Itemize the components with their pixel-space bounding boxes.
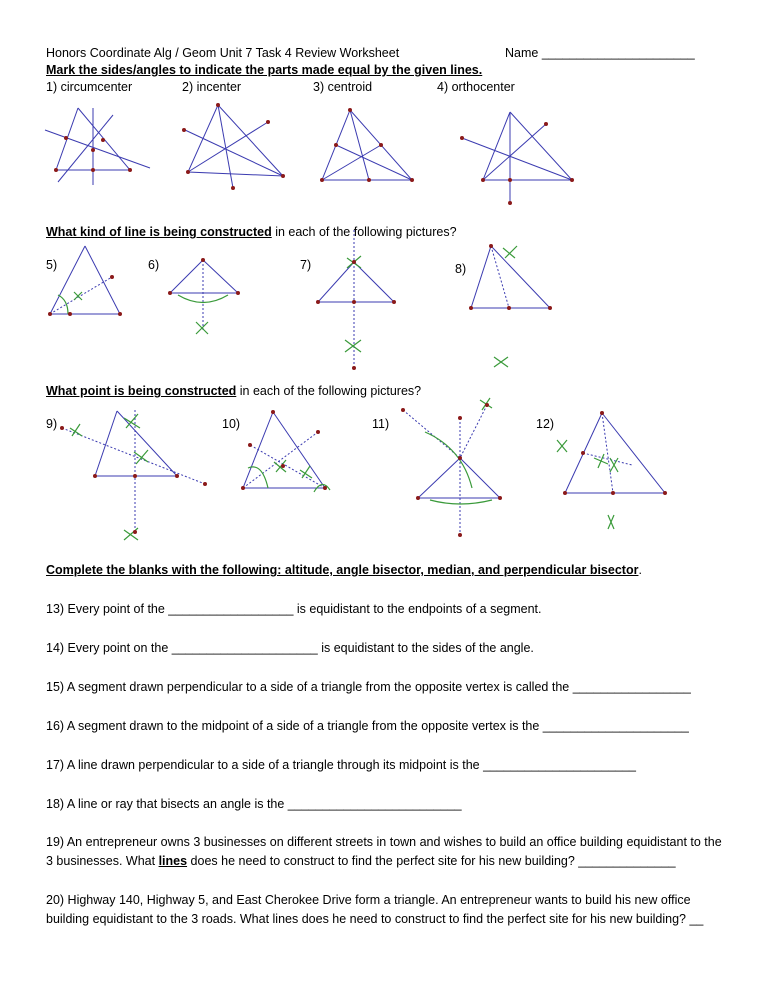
question-19-part-a: 19) An entrepreneur owns 3 businesses on different streets in town and wishes to build an office building equidistant to the 3 businesses. What <box>46 835 722 868</box>
item-12-label: 12) <box>536 417 555 431</box>
figure-12-construction <box>565 413 665 493</box>
item-5-label: 5) <box>46 258 58 272</box>
item-8-label: 8) <box>455 262 467 276</box>
name-field[interactable]: Name ______________________ <box>505 46 695 60</box>
section2-heading-rest: in each of the following pictures? <box>271 225 457 239</box>
question-17: 17) A line drawn perpendicular to a side of a triangle through its midpoint is the ______________________ <box>46 758 637 772</box>
section4-heading <box>46 563 642 577</box>
question-16: 16) A segment drawn to the midpoint of a side of a triangle from the opposite vertex is the _____________________ <box>46 719 689 733</box>
worksheet-title: Honors Coordinate Alg / Geom Unit 7 Task 4 Review Worksheet <box>46 46 400 60</box>
figure-1-circumcenter <box>45 108 150 185</box>
question-19 <box>46 833 726 871</box>
section3-heading <box>46 384 421 398</box>
figure-5-construction <box>50 246 120 314</box>
item-9-label: 9) <box>46 417 58 431</box>
figure-10-construction <box>243 412 325 488</box>
question-14: 14) Every point on the _____________________ is equidistant to the sides of the angle. <box>46 641 534 655</box>
section4-heading-end: . <box>638 563 642 577</box>
section3-heading-bold: What point is being constructed <box>46 384 237 398</box>
item-10-label: 10) <box>222 417 241 431</box>
item-2-label: 2) incenter <box>182 80 242 94</box>
question-13: 13) Every point of the __________________ is equidistant to the endpoints of a segment. <box>46 602 542 616</box>
question-15: 15) A segment drawn perpendicular to a side of a triangle from the opposite vertex is called the _________________ <box>46 680 691 694</box>
figure-2-incenter <box>185 105 283 188</box>
figure-9-construction <box>62 410 205 532</box>
question-18: 18) A line or ray that bisects an angle is the _________________________ <box>46 797 462 811</box>
figure-7-construction <box>318 230 394 368</box>
figure-4-orthocenter <box>462 112 572 203</box>
section1-heading: Mark the sides/angles to indicate the parts made equal by the given lines. <box>46 63 483 77</box>
item-11-label: 11) <box>372 417 390 431</box>
item-6-label: 6) <box>148 258 160 272</box>
item-1-label: 1) circumcenter <box>46 80 133 94</box>
item-7-label: 7) <box>300 258 312 272</box>
section4-heading-bold: Complete the blanks with the following: altitude, angle bisector, median, and perpendicular bisector <box>46 563 639 577</box>
figure-11-construction <box>403 405 500 535</box>
item-4-label: 4) orthocenter <box>437 80 515 94</box>
question-19-lines-word: lines <box>158 854 188 868</box>
section2-heading <box>46 225 457 239</box>
item-3-label: 3) centroid <box>313 80 373 94</box>
section2-heading-bold: What kind of line is being constructed <box>46 225 272 239</box>
section3-heading-rest: in each of the following pictures? <box>236 384 422 398</box>
figure-8-construction <box>471 246 550 308</box>
question-20: 20) Highway 140, Highway 5, and East Cherokee Drive form a triangle. An entrepreneur wants to build his new office building equidistant to the 3 roads. What lines does he need to construct to find the perfect site for his new building? __ <box>46 893 704 926</box>
question-19-part-b: does he need to construct to find the perfect site for his new building? ______________ <box>187 854 676 868</box>
